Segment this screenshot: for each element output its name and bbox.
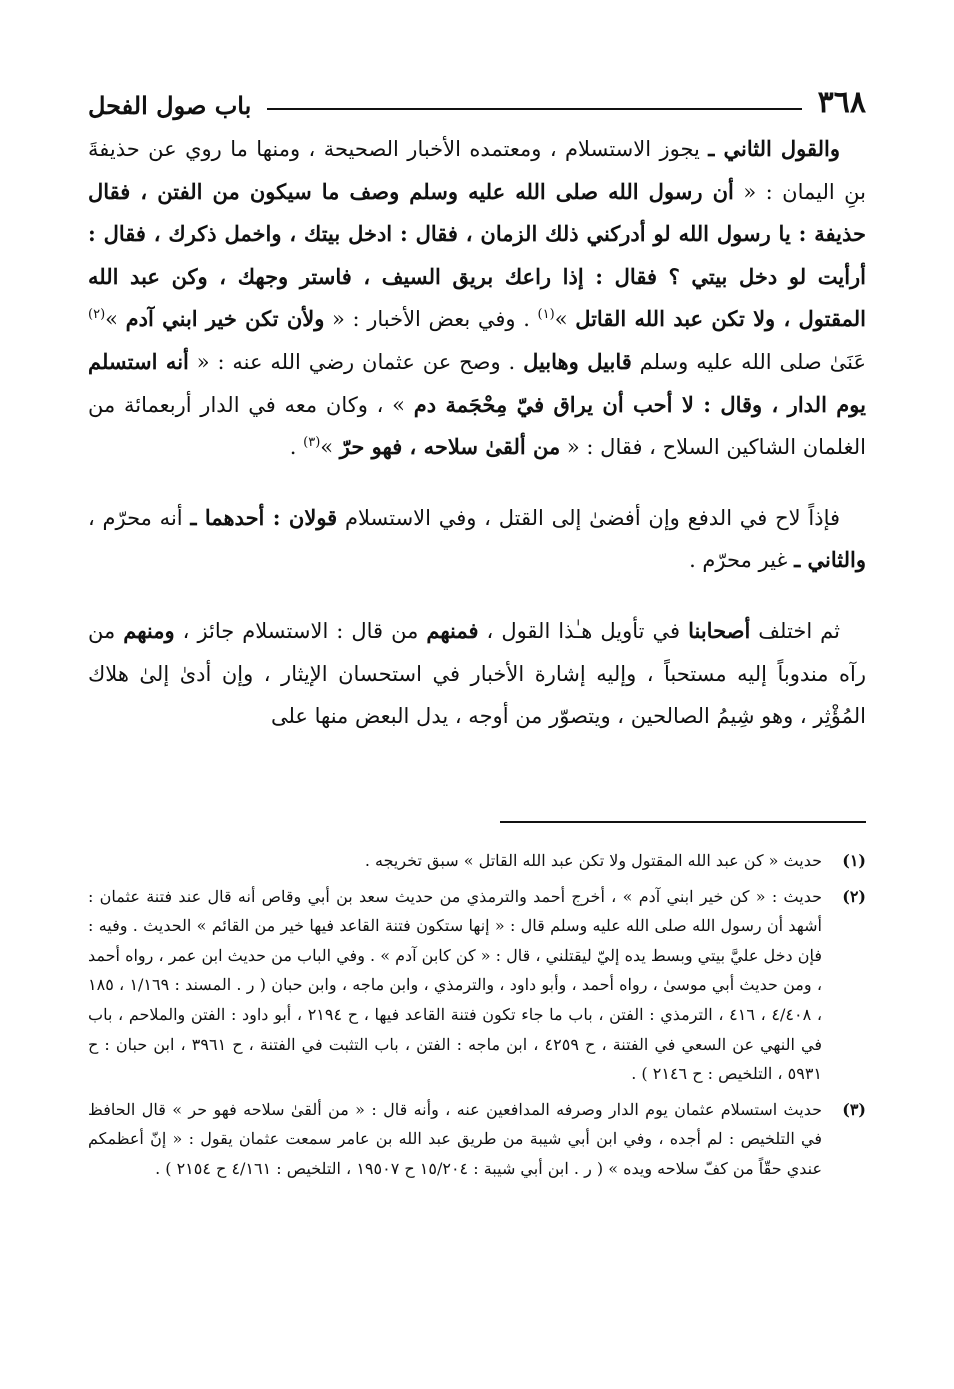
- text-span: »: [105, 307, 126, 332]
- page-number: ٣٦٨: [817, 85, 866, 120]
- footnotes: [88, 846, 866, 1184]
- hadith-quote: من ألقىٰ سلاحه ، فهو حرّ: [339, 434, 561, 460]
- text-span: .: [289, 435, 304, 460]
- text-span: . وفي بعض الأخبار : «: [324, 307, 538, 332]
- text-span: »: [554, 307, 576, 332]
- text-span: »: [320, 435, 340, 460]
- text-span: يجوز الاستسلام ، ومعتمده الأخبار الصحيحة ، ومنها ما روي عن حذيفةَ بنِ اليمان : «: [88, 137, 866, 204]
- text-span: » ، وكان معه في الدار أربعمائة من الغلمان الشاكين السلاح ، فقال : «: [88, 392, 866, 460]
- text-span: عَنَىٰ صلى الله عليه وسلم: [631, 349, 866, 374]
- footnote-1: [88, 846, 866, 876]
- footnote-text: حديث استسلام عثمان يوم الدار وصرفه المدافعين عنه ، وأنه قال : « من ألقىٰ سلاحه فهو حر » قال الحافظ في التلخيص : لم أجده ، وفي ابن أبي شيبة من طريق عبد الله بن عامر سمعت عثمان يقول : « إنّ أعظمكم عندي حقّاً من كفّ سلاحه ويده » ( ر . ابن أبي شيبة : ١٥/٢٠٤ ح ١٩٥٠٧ ، التلخيص : ٤/١٦١ ح ٢١٥٤ ) .: [88, 1099, 823, 1178]
- footnote-ref-1[interactable]: (١): [537, 307, 555, 323]
- footnote-number: (٢): [842, 886, 866, 906]
- text-span: فإذاً لاح في الدفع وإن أفضىٰ إلى القتل ، وفي الاستسلام: [337, 505, 841, 530]
- text-span: أنه محرّم ،: [88, 505, 191, 530]
- text-span: غير محرّم .: [689, 548, 795, 573]
- text-span: من قال : الاستسلام جائز ،: [174, 618, 427, 643]
- footnote-number: (٣): [842, 1099, 866, 1119]
- footnote-3: [88, 1095, 866, 1184]
- page-header: [88, 78, 866, 118]
- bold-phrase: ومنهم: [123, 617, 175, 643]
- bold-phrase: والثاني ـ: [794, 547, 866, 573]
- text-span: من رآه مندوباً إليه مستحباً ، وإليه إشارة الأخبار في استحسان الإيثار ، وإن أدىٰ إلىٰ هلاك المُؤْثِر ، وهو شِيمُ الصالحين ، ويتصوّر من أوجه ، يدل البعض منها على: [88, 618, 866, 729]
- bold-phrase: قولان : أحدهما ـ: [190, 504, 338, 530]
- footnote-ref-2[interactable]: (٢): [88, 307, 106, 323]
- bold-phrase: والقول الثاني ـ: [708, 136, 840, 161]
- main-text: [88, 128, 866, 738]
- paragraph-1: [88, 128, 866, 469]
- footnote-text: حديث « كن عبد الله المقتول ولا تكن عبد الله القاتل » سبق تخريجه .: [364, 851, 822, 870]
- text-span: . وصح عن عثمان رضي الله عنه : «: [188, 349, 524, 374]
- footnote-separator: [500, 821, 866, 823]
- text-span: في تأويل هـٰذا القول ،: [478, 618, 689, 643]
- hadith-quote: أن رسول الله صلى الله عليه وسلم وصف ما سيكون من الفتن ، فقال حذيفة : يا رسول الله لو أدركني ذلك الزمان ، فقال : ادخل بيتك ، واخمل ذكرك ، فقال : أرأيت لو دخل بيتي ؟ فقال : إذا راعك بريق السيف ، فاستر وجهك ، وكن عبد الله المقتول ، ولا تكن عبد الله القاتل: [88, 178, 867, 332]
- paragraph-3: [88, 610, 866, 738]
- bold-phrase: فمنهم: [426, 617, 479, 643]
- footnote-number: (١): [842, 851, 866, 870]
- bold-phrase: أصحابنا: [688, 617, 751, 643]
- footnote-text: حديث : « كن خير ابني آدم » ، أخرج أحمد والترمذي من حديث سعد بن أبي وقاص أنه قال عند فتنة عثمان : أشهد أن رسول الله صلى الله عليه وسلم قال : « إنها ستكون فتنة القاعد فيها خير من القائم » الحديث . وفيه : فإن دخل عليَّ بيتي وبسط يده إليّ ليقتلني ، قال : « كن كابن آدم » . وفي الباب من حديث ابن عمر ، رواه أحمد ، ومن حديث أبي موسىٰ ، رواه أحمد ، وأبو داود ، والترمذي ، وابن ماجه ، وابن حبان ( ر . المسند : ١/١٦٩ ، ١٨٥ ، ٤/٤٠٨ ، ٤١٦ ، الترمذي : الفتن ، باب ما جاء تكون فتنة القاعد فيها ، ح ٢١٩٤ ، أبو داود : الفتن والملاحم ، باب في النهي عن السعي في الفتنة ، ح ٤٢٥٩ ، ابن ماجه : الفتن ، باب التثبت في الفتنة ، ح ٣٩٦١ ، ابن حبان : ح ٥٩٣١ ، التلخيص : ح ٢١٤٦ ) .: [88, 886, 823, 1084]
- hadith-quote: أنه استسلم يوم الدار ، وقال : لا أحب أن يراق فيّ مِحْجَمة دم: [88, 348, 866, 417]
- bold-phrase: قابيل وهابيل: [523, 348, 632, 374]
- footnote-ref-3[interactable]: (٣): [303, 435, 321, 451]
- text-span: ثم اختلف: [750, 618, 840, 643]
- header-rule: [267, 108, 801, 110]
- footnote-2: [88, 882, 866, 1089]
- running-title: باب صول الفحل: [88, 91, 252, 120]
- paragraph-2: [88, 497, 866, 582]
- hadith-quote: ولأن تكن خير ابني آدم: [125, 306, 325, 332]
